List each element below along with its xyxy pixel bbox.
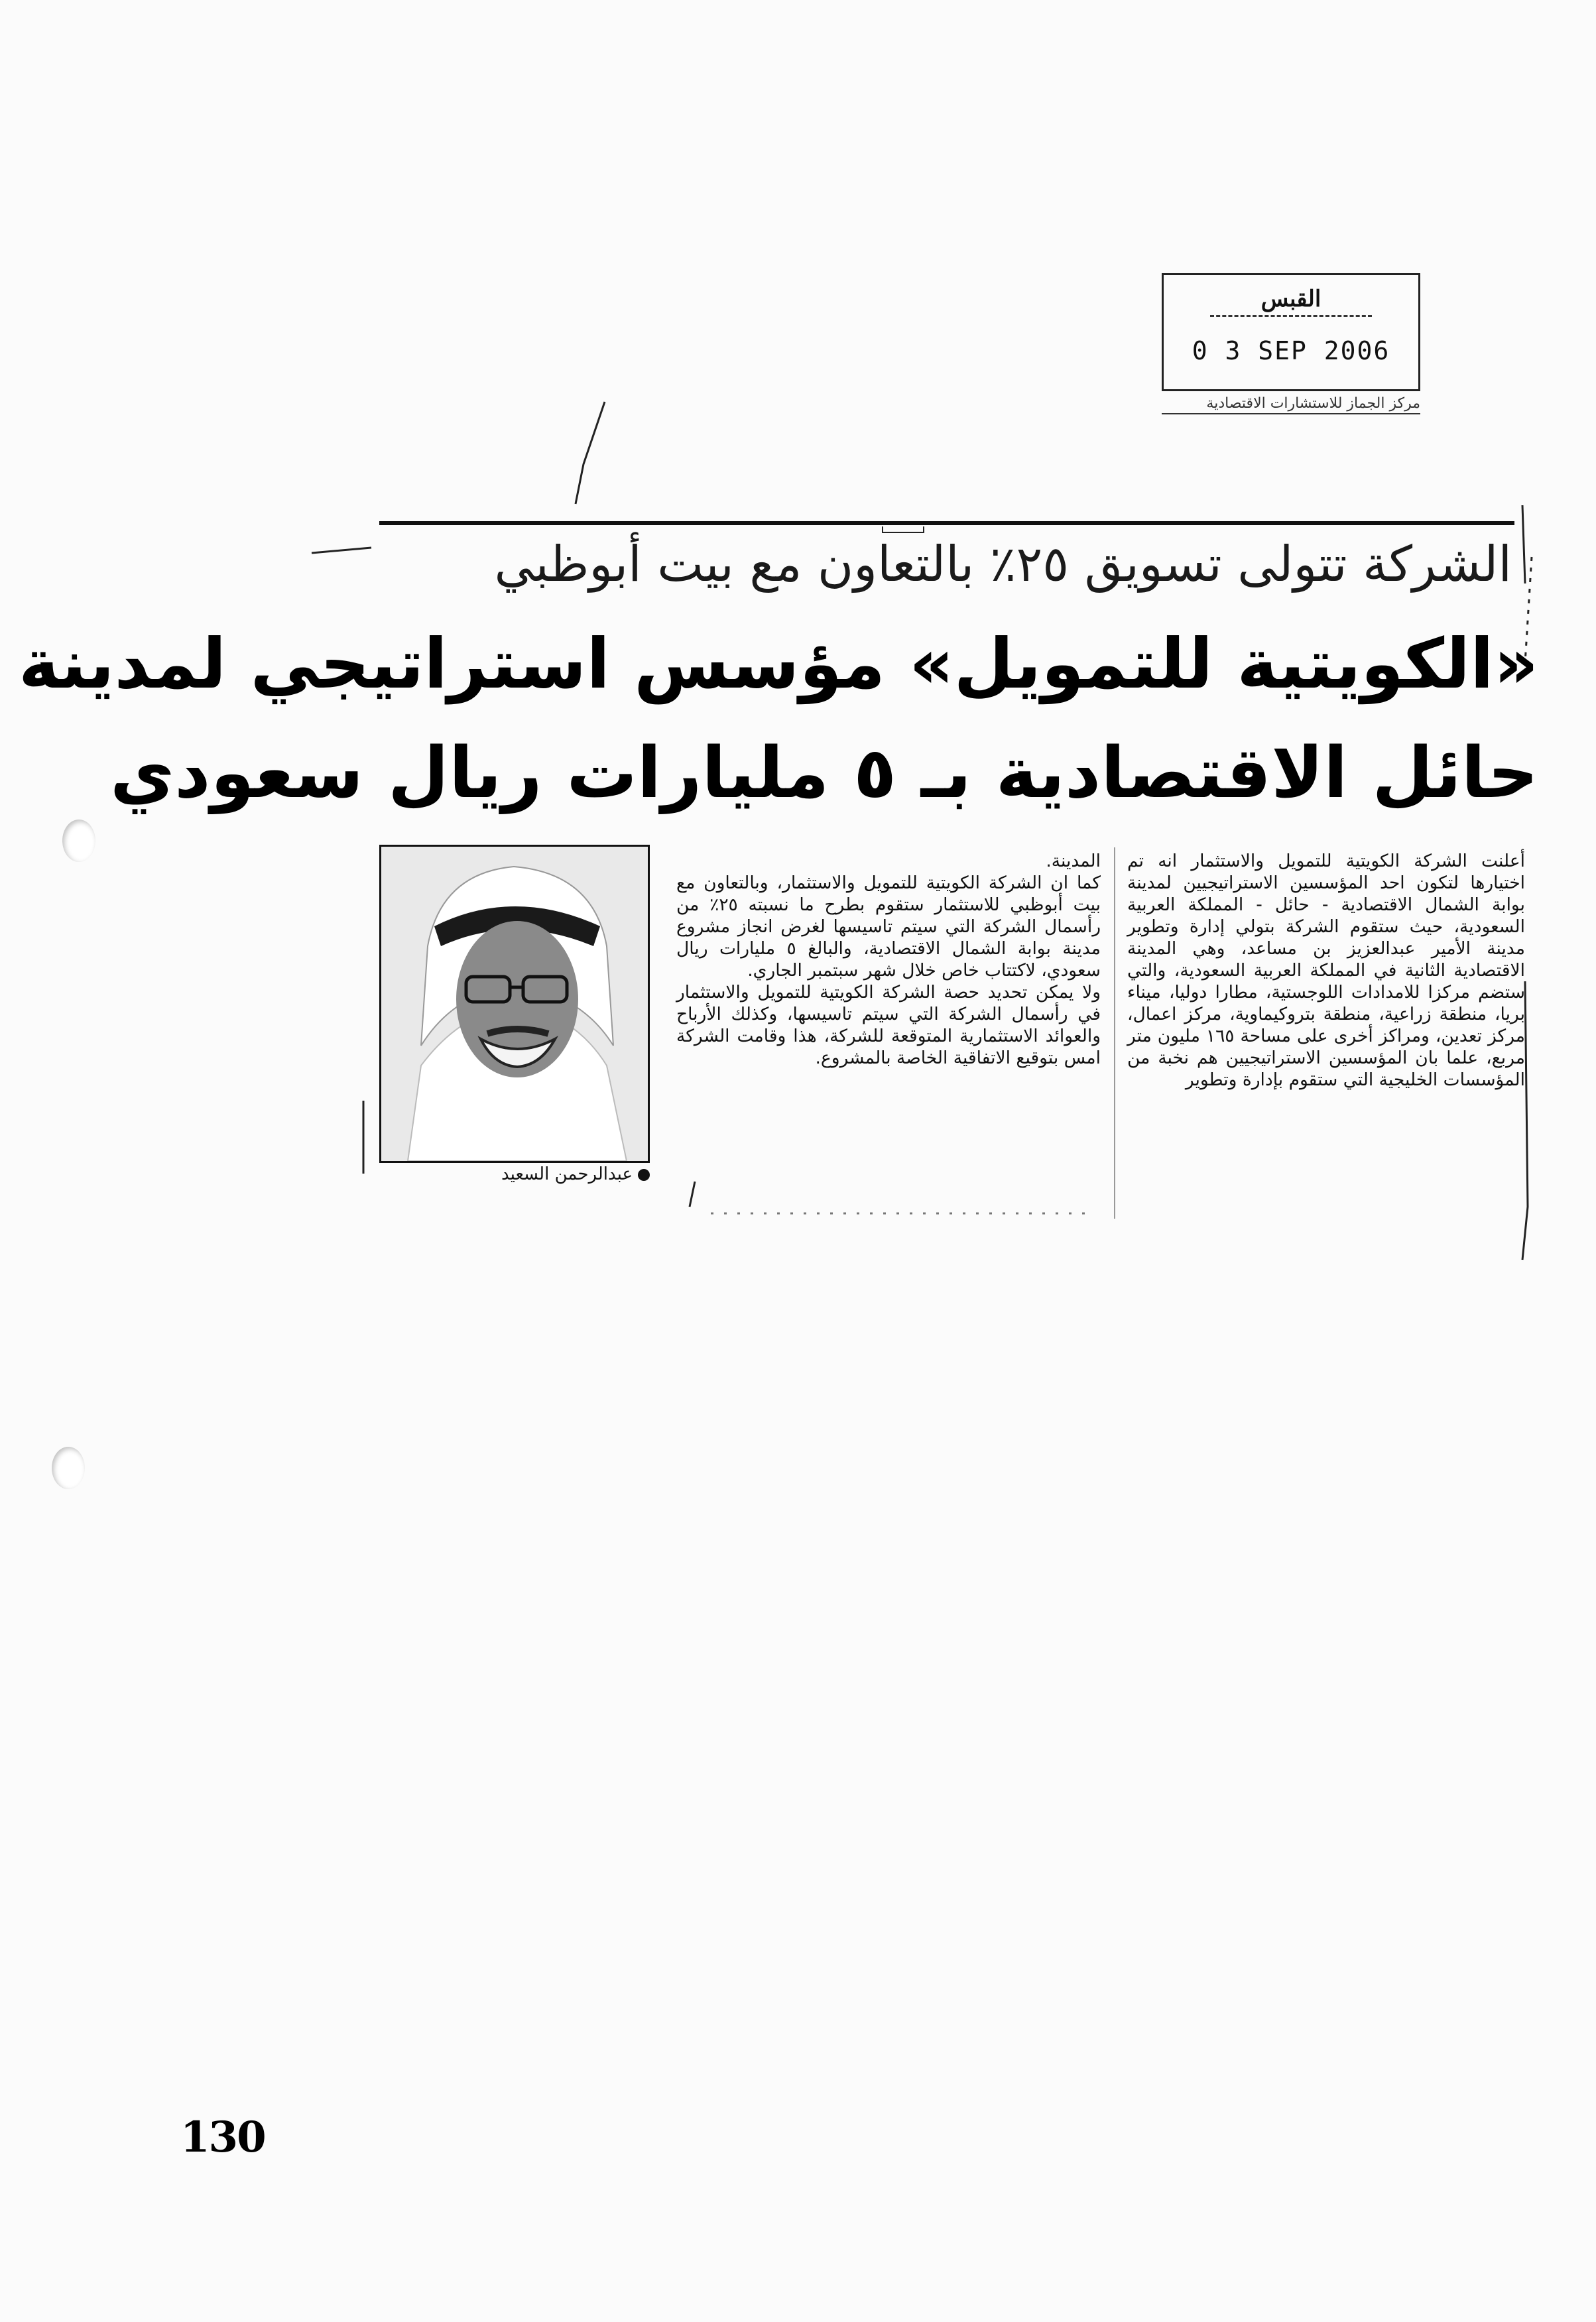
pencil-stroke-1 [576, 402, 605, 504]
stamp-date: 0 3 SEP 2006 [1192, 336, 1390, 365]
stamp-footer: مركز الجماز للاستشارات الاقتصادية [1162, 395, 1420, 414]
article-column-right [1127, 850, 1525, 1091]
pencil-stroke-3 [1522, 505, 1525, 583]
portrait-photo [379, 845, 650, 1163]
column-right-text: أعلنت الشركة الكويتية للتمويل والاستثمار انه تم اختيارها لتكون احد المؤسسين الاستراتيجيين لمدينة بوابة الشمال الاقتصادية - حائل - المملكة العربية السعودية، حيث ستقوم الشركة بتولي إدارة وتطوير مدينة الأمير عبدالعزيز بن مساعد، وهي المدينة الاقتصادية الثانية في المملكة العربية السعودية، والتي ستضم مركزا للامدادات اللوجستية، مطارا دوليا، ميناء بريا، منطقة زراعية، منطقة بتروكيماوية، مركز اعمال، مركز تعدين، ومراكز أخرى على مساحة ١٦٥ مليون متر مربع، علما بان المؤسسين الاستراتيجيين هم نخبة من المؤسسات الخليجية التي ستقوم بإدارة وتطوير [1127, 851, 1525, 1090]
headline-line-1: «الكويتية للتمويل» مؤسس استراتيجي لمدينة [18, 623, 1538, 704]
bullet-icon [638, 1169, 650, 1181]
header-rule-tab [882, 526, 924, 533]
column-separator [1114, 847, 1115, 1219]
headline-line-2: حائل الاقتصادية بـ ٥ مليارات ريال سعودي [110, 732, 1538, 814]
pencil-stroke-7 [690, 1182, 695, 1207]
page-number: 130 [180, 2112, 265, 2162]
caption-text: عبدالرحمن السعيد [501, 1164, 633, 1184]
article-column-middle [676, 850, 1101, 1069]
column-mid-paragraph-1: المدينة. [1046, 851, 1101, 871]
portrait-illustration [381, 847, 648, 1161]
newspaper-logo: القبس [1260, 286, 1321, 312]
article-kicker: الشركة تتولى تسويق ٢٥٪ بالتعاون مع بيت أبوظبي [494, 536, 1512, 593]
column-mid-paragraph-3: ولا يمكن تحديد حصة الشركة الكويتية للتمويل والاستثمار في رأسمال الشركة التي سيتم تاسيسها، وكذلك الأرباح والعوائد الاستثمارية المتوقعة للشركة، هذا وقامت الشركة امس بتوقيع الاتفاقية الخاصة بالمشروع. [676, 982, 1101, 1068]
header-rule [379, 521, 1514, 525]
column-mid-paragraph-2: كما ان الشركة الكويتية للتمويل والاستثمار، وبالتعاون مع بيت أبوظبي للاستثمار ستقوم بطرح ما نسبته ٢٥٪ من رأسمال الشركة التي سيتم تاسيسها لغرض انجاز مشروع مدينة بوابة الشمال الاقتصادية، والبالغ ٥ مليارات ريال سعودي، لاكتتاب خاص خلال شهر سبتمبر الجاري. [676, 873, 1101, 981]
photo-caption [371, 1164, 650, 1184]
